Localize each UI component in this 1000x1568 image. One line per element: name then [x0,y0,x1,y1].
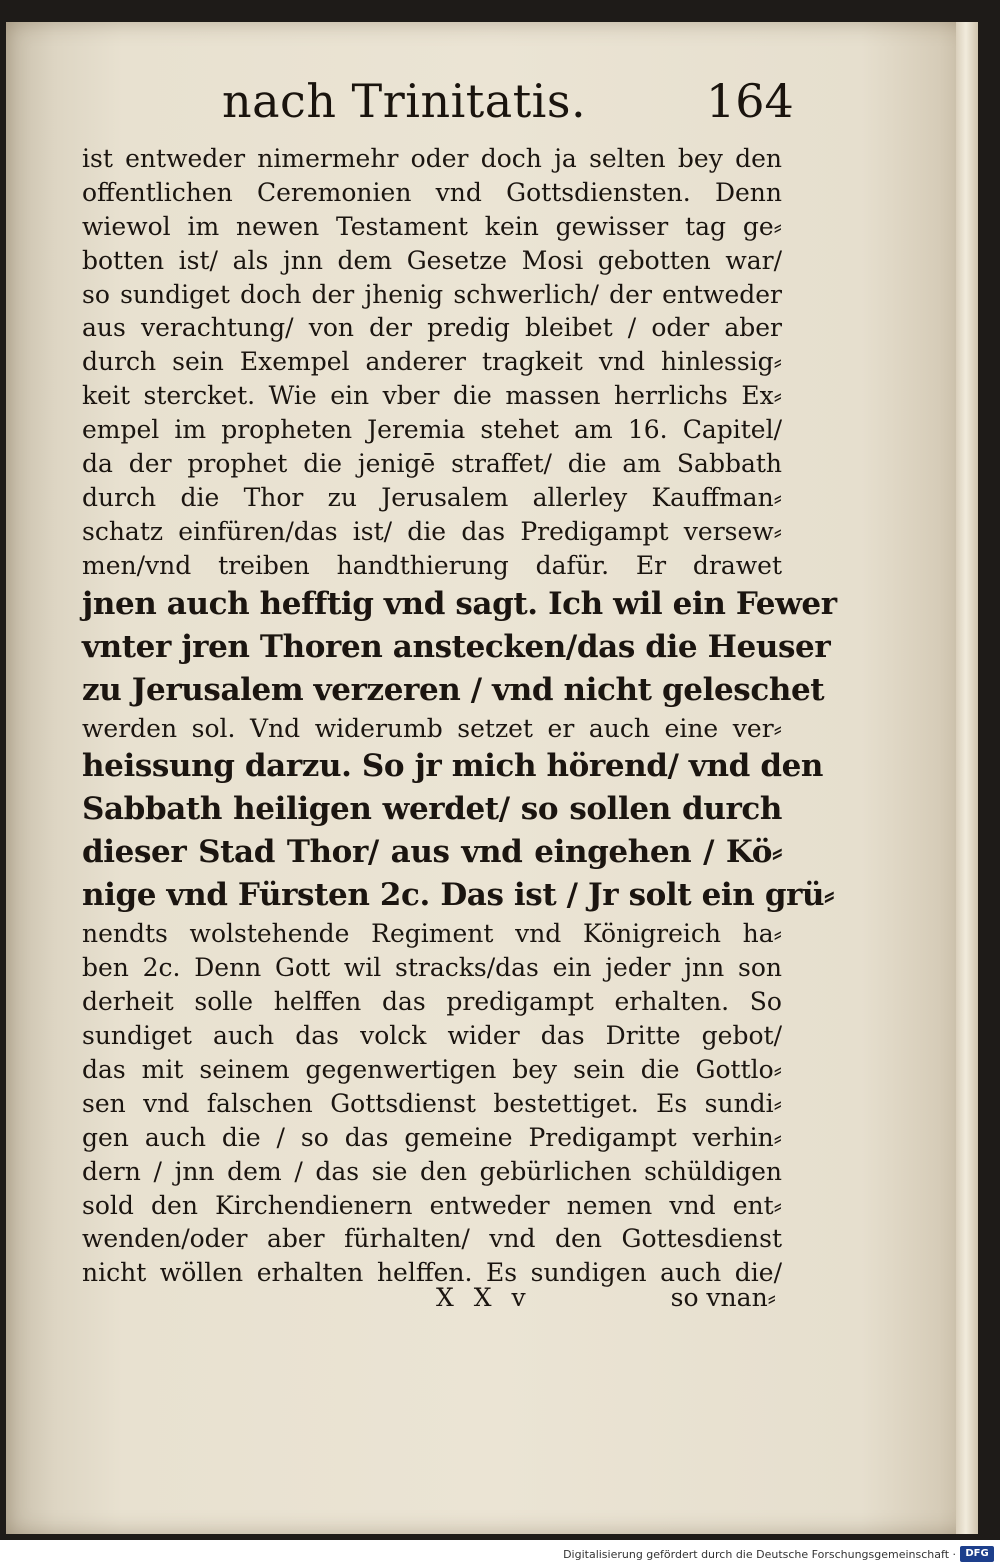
text-line-emphasis: zu Jerusalem verzeren / vnd nicht geleschet [82,671,825,708]
body-text [82,142,837,1290]
text-line: keit stercket. Wie ein vber die massen herrlichs Ex⸗ [82,381,782,411]
text-line: so sundiget doch der jhenig schwerlich/ der entweder [82,279,782,309]
text-line: sold den Kirchendienern entweder nemen vnd ent⸗ [82,1190,782,1220]
catchword: so vnan⸗ [670,1283,776,1312]
page-header [6,74,978,144]
text-line: nicht wöllen erhalten helffen. Es sundigen auch die/ [82,1258,782,1288]
text-line: sundiget auch das volck wider das Dritte gebot/ [82,1021,782,1051]
text-line: derheit solle helffen das predigampt erhalten. So [82,987,782,1017]
text-line-emphasis: dieser Stad Thor/ aus vnd eingehen / Kö⸗ [82,834,782,871]
text-line: botten ist/ als jnn dem Gesetze Mosi gebotten war/ [82,245,782,275]
text-line: aus verachtung/ von der predig bleibet / oder aber [82,313,782,343]
text-line-emphasis: nige vnd Fürsten 2c. Das ist / Jr solt ein grü⸗ [82,877,835,914]
text-line: sen vnd falschen Gottsdienst bestettiget. Es sundi⸗ [82,1088,782,1118]
digitization-footer [0,1540,1000,1568]
page-edge [956,22,978,1534]
text-line: wenden/oder aber fürhalten/ vnd den Gottesdienst [82,1224,782,1254]
running-title: nach Trinitatis. [222,74,587,128]
dfg-logo: DFG [960,1546,994,1562]
text-line-emphasis: vnter jren Thoren anstecken/das die Heuser [82,628,831,665]
signature-line [76,1283,776,1317]
text-line: ist entweder nimermehr oder doch ja selten bey den [82,144,782,173]
text-line: nendts wolstehende Regiment vnd Königreich ha⸗ [82,919,782,949]
text-line: das mit seinem gegenwertigen bey sein die Gottlo⸗ [82,1055,782,1085]
text-line: ben 2c. Denn Gott wil stracks/das ein jeder jnn son [82,953,782,983]
text-line: durch die Thor zu Jerusalem allerley Kauffman⸗ [82,482,782,512]
funding-credit: Digitalisierung gefördert durch die Deutsche Forschungsgemeinschaft · [563,1548,956,1561]
text-line: schatz einfüren/das ist/ die das Predigampt versew⸗ [82,516,782,546]
text-line: durch sein Exempel anderer tragkeit vnd hinlessig⸗ [82,347,782,377]
text-line: empel im propheten Jeremia stehet am 16. Capitel/ [82,415,782,445]
folio-number: 164 [706,74,794,128]
text-line: dern / jnn dem / das sie den gebürlichen schüldigen [82,1156,782,1186]
text-line: offentlichen Ceremonien vnd Gottsdiensten. Denn [82,177,782,207]
text-line: da der prophet die jenigē straffet/ die am Sabbath [82,449,782,479]
text-line: wiewol im newen Testament kein gewisser tag ge⸗ [82,211,782,241]
text-line-emphasis: Sabbath heiligen werdet/ so sollen durch [82,791,782,828]
signature-mark: X X v [436,1283,532,1312]
text-line-emphasis: heissung darzu. So jr mich hörend/ vnd den [82,748,824,785]
text-line-emphasis: jnen auch hefftig vnd sagt. Ich wil ein Fewer [82,585,837,622]
text-line: men/vnd treiben handthierung dafür. Er drawet [82,550,782,580]
text-line: werden sol. Vnd widerumb setzet er auch eine ver⸗ [82,713,782,743]
text-line: gen auch die / so das gemeine Predigampt verhin⸗ [82,1122,782,1152]
